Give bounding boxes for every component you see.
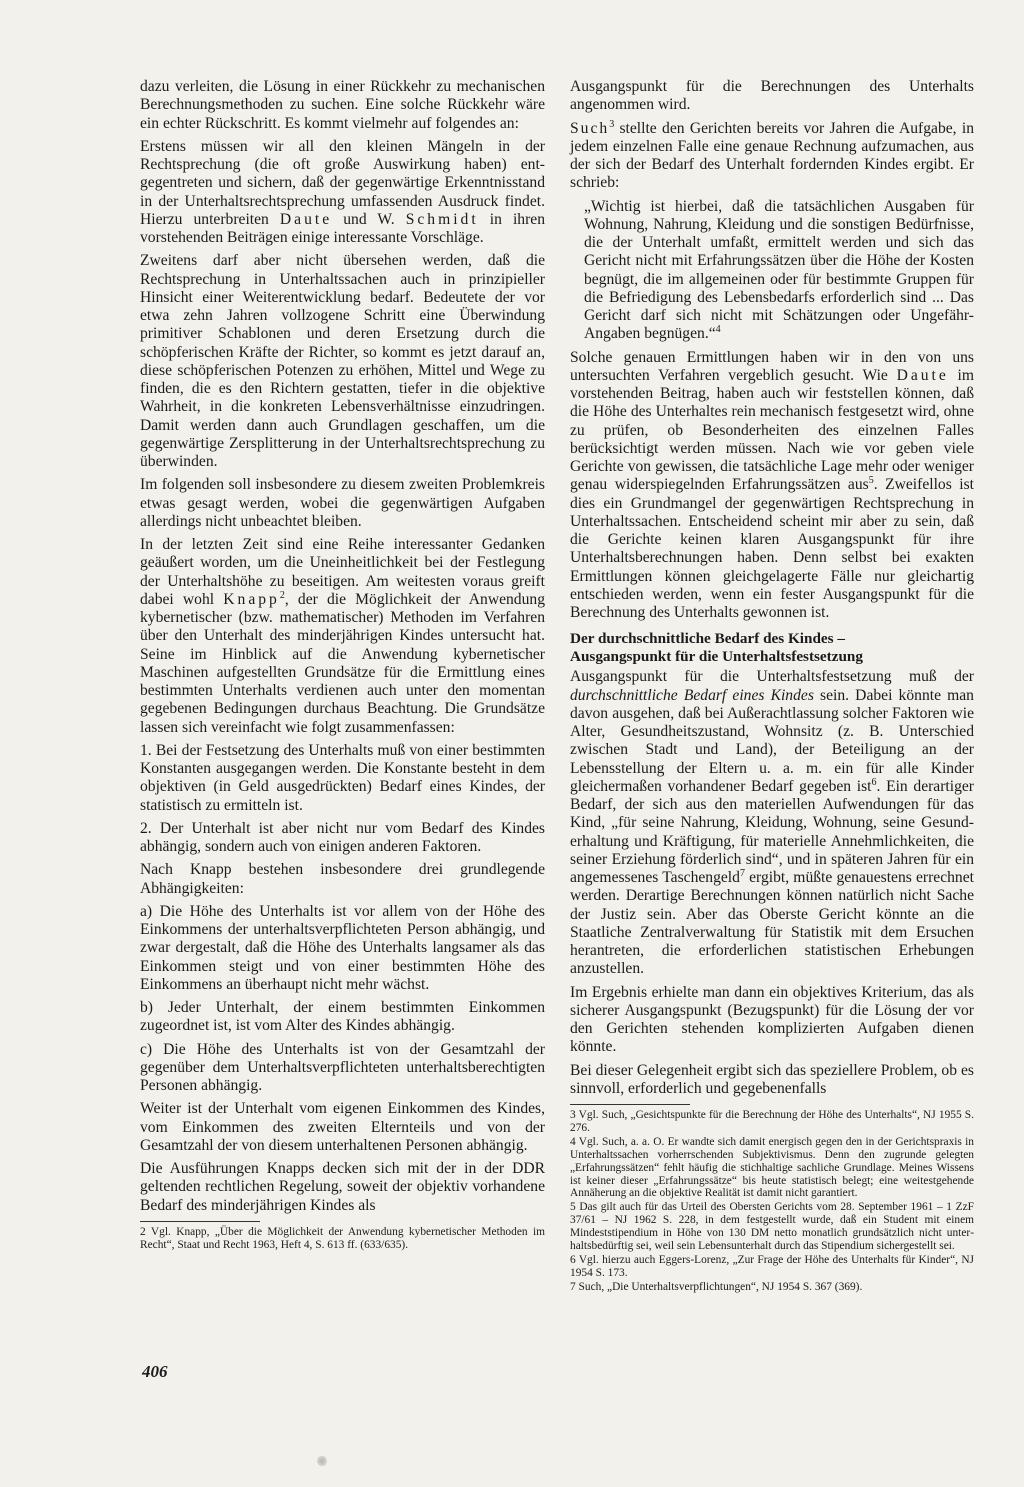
footnote-ref: 5 (868, 475, 874, 487)
paragraph: Such$^3$ stellte den Gerichten bereits vor Jahren die Aufgabe, in jedem einzelnen Falle eine genaue Rechnung aufzumachen, aus der sich der Bedarf des Unterhalt fordernden Kindes ergibt. Er schrieb: (570, 118, 974, 192)
section-heading: Der durchschnittliche Bedarf des Kindes – Ausgangspunkt für die Unterhaltsfestsetzung (570, 630, 863, 666)
paragraph: Solche genauen Ermittlungen haben wir in den von uns untersuchten Verfahren vergeblich gesucht. Wie Daute im vorstehenden Beitrag, haben auch wir feststellen können, daß die Höhe des Unterhaltes rein mechanisch festgesetzt wird, ohne zu prüfen, ob Besonderheiten des einzelnen Falles berücksichtigt werden müssen. Nach wie vor geben viele Gerichte von gewissen, die tatsächliche Lage mehr oder weniger genau widerspiegelnden Erfahrungssätzen aus$^5$. Zweifellos ist dies ein Grundmangel der gegenwärtigen Rechtsprechung in Unterhaltssachen. Entscheidend scheint mir aber zu sein, daß die Gerichte keinen klaren Ausgangspunkt für ihre Unterhaltsberechnungen haben. Denn selbst bei exakten Ermittlungen können gleichgelagerte Fälle nur gleichartig entschieden werden, wenn ein fester Ausgangspunkt für die Berechnung des Unterhalts gewonnen ist. (570, 348, 974, 621)
footnote-ref: 2 (279, 589, 285, 601)
footnote: 3 Vgl. Such, „Gesichtspunkte für die Berechnung der Höhe des Unterhalts“, NJ 1955 S. 276. (570, 1109, 974, 1134)
paragraph: Bei dieser Gelegenheit ergibt sich das speziellere Problem, ob es sinnvoll, erforderlich und gegebenenfalls (570, 1061, 974, 1097)
list-item: c) Die Höhe des Unterhalts ist von der Gesamtzahl der gegenüber dem Unterhaltsverpflichteten unterhaltsberechtigten Personen abhängig. (140, 1040, 545, 1094)
paragraph: Im Ergebnis erhielte man dann ein objektives Kriterium, das als sicherer Ausgangspunkt (Bezugspunkt) für die Lösung der vor den Gerichten stehenden komplizierten Aufgaben dienen könnte. (570, 983, 974, 1056)
list-item: b) Jeder Unterhalt, der einem bestimmten Einkommen zugeordnet ist, ist vom Alter des Kindes abhängig. (140, 999, 545, 1035)
footnote-ref: 6 (871, 776, 877, 788)
paragraph: Erstens müssen wir all den kleinen Mängeln in der Rechtsprechung (die oft große Auswirkung haben) entgegentreten und sichern, daß der gegenwärtige Erkenntnisstand in der Unterhaltsrechtsprechung umfassenden Ausdruck findet. Hierzu unterbreiten Daute und W. Schmidt in ihren vorstehenden Beiträgen einige interessante Vorschläge. (140, 137, 545, 246)
paragraph: Im folgenden soll insbesondere zu diesem zweiten Problemkreis etwas gesagt werden, wobei die gegenwärtigen Aufgaben allerdings nicht unbeachtet bleiben. (140, 476, 545, 530)
list-item: a) Die Höhe des Unterhalts ist vor allem von der Höhe des Einkommens der unterhaltsverpflichteten Person abhängig, und zwar dergestalt, daß die Höhe des Unterhalts langsamer als das Einkommen steigt und von einer bestimmten Höhe des Einkommens an überhaupt nicht mehr wächst. (140, 902, 545, 993)
author-name: Such (570, 119, 610, 137)
right-column (570, 78, 974, 1295)
paragraph: In der letzten Zeit sind eine Reihe interessanter Gedanken geäußert worden, um die Uneinheitlichkeit bei der Festlegung der Unterhaltshöhe zu beseitigen. Am weitesten voraus greift dabei wohl Knapp$^2$, der die Möglichkeit der Anwendung kybernetischer (bzw. mathematischer) Methoden im Verfahren über den Unterhalt des minderjährigen Kindes untersucht hat. Seine im Hinblick auf die Anwendung kybernetischer Maschinen aufgestellten Grundsätze für die Ermittlung eines bestimmten Unterhalts verdienen auch unter den momentan gegebenen Bedingungen durchaus Beachtung. Die Grundsätze lassen sich vereinfacht wie folgt zusammenfassen: (140, 536, 545, 736)
footnote: 7 Such, „Die Unterhaltsverpflichtungen“, NJ 1954 S. 367 (369). (570, 1280, 863, 1293)
author-name: Daute (279, 210, 333, 228)
paragraph: dazu verleiten, die Lösung in einer Rückkehr zu mechanischen Berechnungsmethoden zu suchen. Eine solche Rückkehr wäre ein echter Rückschritt. Es kommt vielmehr auf folgendes an: (140, 78, 545, 132)
scan-speck (317, 1455, 327, 1467)
list-item: 2. Der Unterhalt ist aber nicht nur vom Bedarf des Kindes abhängig, sondern auch von einigen anderen Faktoren. (140, 819, 545, 855)
footnote-rule (140, 1221, 260, 1222)
footnote-ref: 3 (609, 118, 615, 130)
author-name: Daute (896, 366, 949, 384)
footnote: 6 Vgl. hierzu auch Eggers-Lorenz, „Zur Frage der Höhe des Unterhalts für Kinder“, NJ 1954 S. 173. (570, 1253, 974, 1279)
footnote: 5 Das gilt auch für das Urteil des Obersten Gerichts vom 28. September 1961 – 1 ZzF 37/61 – NJ 1962 S. 228, in dem festgestellt wurde, daß ein Student mit einem Mindeststipendium in Höhe von 130 DM netto monatlich grundsätzlich nicht unterhaltsbedürftig sei, weil sein Lebensunterhalt durch das Stipendium sichergestellt sei. (570, 1201, 974, 1253)
author-name: Knapp (223, 590, 280, 608)
list-item: 1. Bei der Festsetzung des Unterhalts muß von einer bestimmten Konstanten ausgegangen werden. Die Konstante besteht in dem objektiven (in Geld ausgedrückten) Bedarf eines Kindes, der statistisch zu ermitteln ist. (140, 741, 545, 814)
author-name: Schmidt (405, 210, 479, 228)
paragraph: Ausgangspunkt für die Berechnungen des Unterhalts angenommen wird. (570, 78, 974, 114)
paragraph: Nach Knapp bestehen insbesondere drei grundlegende Abhängigkeiten: (140, 861, 545, 897)
page-number: 406 (142, 1362, 168, 1381)
footnote-rule (570, 1104, 690, 1105)
block-quote: „Wichtig ist hierbei, daß die tatsächlichen Ausgaben für Wohnung, Nahrung, Kleidung und die sonstigen Bedürfnisse, die der Unterhalt umfaßt, ermittelt werden und sich das Gericht nicht mit Erfahrungssätzen über die Höhe der Kosten begnügt, die im allgemeinen oder für bestimmte Gruppen für die Befriedigung des Lebensbedarfs erforderlich sind ... Das Gericht darf sich nicht mit Schätzungen oder Ungefähr-Angaben begnügen.“$^4$ (584, 197, 974, 343)
footnote: 2 Vgl. Knapp, „Über die Möglichkeit der Anwendung kybernetischer Methoden im Recht“, Staat und Recht 1963, Heft 4, S. 613 ff. (633/635). (140, 1225, 545, 1251)
paragraph: Die Ausführungen Knapps decken sich mit der in der DDR geltenden rechtlichen Regelung, soweit der objektiv vorhandene Bedarf des minderjährigen Kindes als (140, 1160, 545, 1214)
left-column (140, 78, 545, 1253)
paragraph: Weiter ist der Unterhalt vom eigenen Einkommen des Kindes, vom Einkommen des zweiten Elternteils und von der Gesamtzahl der von diesem unterhaltenen Personen abhängig. (140, 1100, 545, 1154)
paragraph: Ausgangspunkt für die Unterhaltsfestsetzung muß der durchschnittliche Bedarf eines Kindes sein. Dabei könnte man davon ausgehen, daß bei Außerachtlassung solcher Faktoren wie Alter, Gesundheitszustand, Wohnsitz (z. B. Unterschied zwischen Stadt und Land), der Beteiligung an der Lebensstellung der Eltern u. a. m. ein für alle Kinder gleichermaßen vorhandener Bedarf gegeben ist$^6$. Ein derartiger Bedarf, der sich aus den materiellen Aufwendungen für das Kind, „für seine Nahrung, Kleidung, Wohnung, seine Gesunderhaltung und Kräftigung, für materielle Annehmlichkeiten, die seiner Erziehung förderlich sind“, und in späteren Jahren für ein angemessenes Taschengeld$^7$ ergibt, müßte genauestens errechnet werden. Derartige Berechnungen können natürlich nicht Sache der Justiz sein. Aber das Oberste Gericht könnte an die Staatliche Zentralverwaltung für Statistik mit dem Ersuchen herantreten, die erforderlichen statistischen Erhebungen anzustellen. (570, 668, 974, 978)
footnote-ref: 7 (739, 867, 745, 879)
paragraph: Zweitens darf aber nicht übersehen werden, daß die Rechtsprechung in Unterhaltssachen auch in prinzipieller Hinsicht einer Weiterentwicklung bedarf. Bedeutete der vor etwa zehn Jahren vollzogene Schritt eine Überwindung primitiver Schablonen und deren Ersetzung durch die schöpferischen Kräfte der Richter, so kommt es jetzt darauf an, diese schöpferischen Potenzen zu erhöhen, Mittel und Wege zu finden, die es den Richtern gestatten, tiefer in die objektive Wahrheit, in die konkreten Lebensverhältnisse einzudringen. Damit werden dann auch Grundlagen geschaffen, um die gegenwärtige Zersplitterung in der Unterhaltsrechtsprechung zu überwinden. (140, 252, 545, 470)
footnote: 4 Vgl. Such, a. a. O. Er wandte sich damit energisch gegen den in der Gerichtspraxis in Unterhaltssachen vorherrschenden Subjektivismus. Denn den zugrunde gelegten „Erfahrungssätzen“ fehlt häufig die stichhaltige sachliche Grundlage. Meines Wissens ist keiner dieser „Erfahrungssätze“ bis heute statistisch belegt; eine weitestgehende Annäherung an die objektive Realität ist damit nicht garantiert. (570, 1135, 974, 1200)
footnote-ref: 4 (715, 324, 721, 336)
